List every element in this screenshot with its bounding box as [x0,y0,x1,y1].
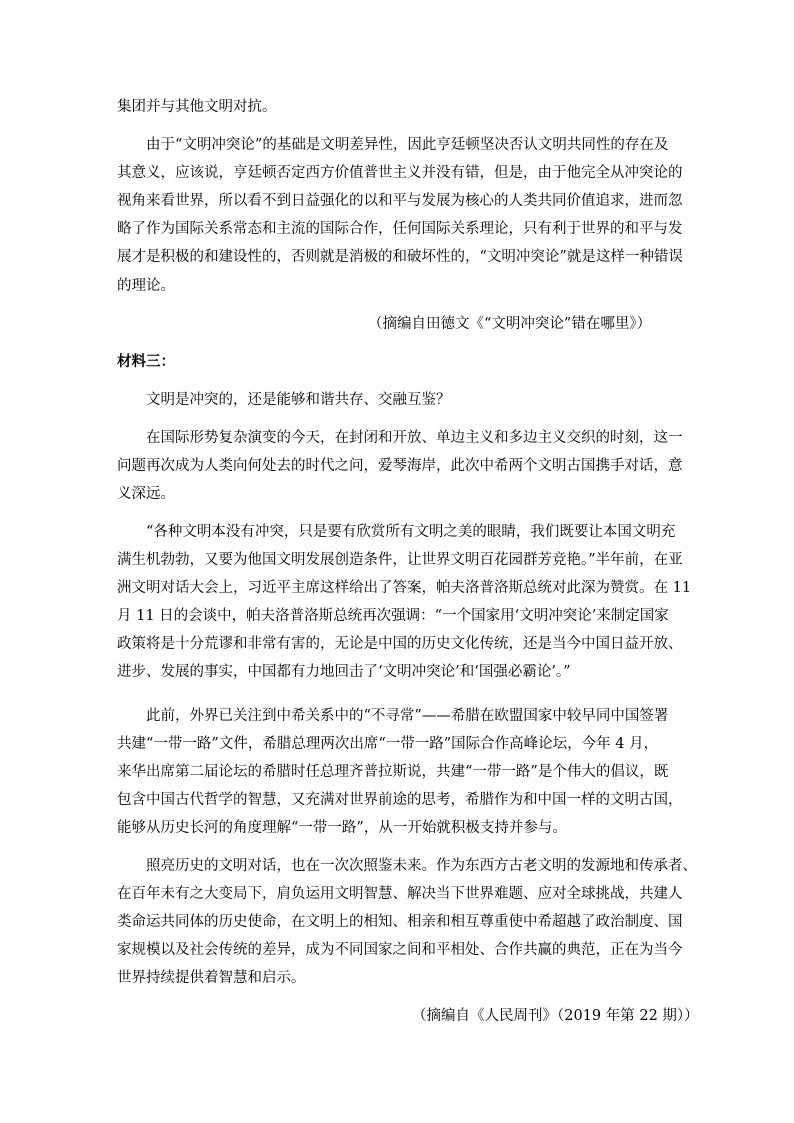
paragraph-line: 略了作为国际关系常态和主流的国际合作，任何国际关系理论，只有利于世界的和平与发 [117,221,683,237]
paragraph-line: 世界持续提供着智慧和启示。 [117,970,306,986]
paragraph-line: 类命运共同体的历史使命，在文明上的相知、相亲和相互尊重使中希超越了政治制度、国 [117,914,683,930]
section-heading: 材料三： [117,353,175,370]
paragraph-line: 展才是积极的和建设性的，否则就是消极的和破坏性的，“文明冲突论”就是这样一种错误 [117,249,683,265]
paragraph-line: 月 11 日的会谈中，帕夫洛普洛斯总统再次强调：“一个国家用‘文明冲突论’来制定国家 [117,608,669,624]
paragraph-line: “各种文明本没有冲突，只是要有欣赏所有文明之美的眼睛，我们既要让本国文明充 [146,524,676,540]
paragraph-line: 其意义，应该说，亨廷顿否定西方价值普世主义并没有错，但是，由于他完全从冲突论的 [117,165,683,181]
paragraph-line: 问题再次成为人类向何处去的时代之问，爱琴海岸，此次中希两个文明古国携手对话，意 [117,458,683,474]
source-citation: （摘编自《人民周刊》（2019 年第 22 期）） [412,1008,699,1024]
paragraph-line: 的理论。 [117,278,175,294]
paragraph-line: 来华出席第二届论坛的希腊时任总理齐普拉斯说，共建“一带一路”是个伟大的倡议，既 [117,764,669,780]
paragraph-line: 文明是冲突的，还是能够和谐共存、交融互鉴？ [146,392,451,408]
paragraph-line: 包含中国古代哲学的智慧，又充满对世界前途的思考，希腊作为和中国一样的文明古国， [117,792,683,808]
paragraph-line: 在百年未有之大变局下，肩负运用文明智慧、解决当下世界难题、应对全球挑战，共建人 [117,886,683,902]
paragraph-line: 政策将是十分荒谬和非常有害的，无论是中国的历史文化传统，还是当今中国日益开放、 [117,636,683,652]
paragraph-line: 义深远。 [117,486,175,502]
paragraph-line: 家规模以及社会传统的差异，成为不同国家之间和平相处、合作共赢的典范，正在为当今 [117,942,683,958]
paragraph-line: 洲文明对话大会上，习近平主席这样给出了答案，帕夫洛普洛斯总统对此深为赞赏。在 11 [117,580,692,596]
paragraph-line: 能够从历史长河的角度理解“一带一路”，从一开始就积极支持并参与。 [117,820,567,836]
paragraph-line: 在国际形势复杂演变的今天，在封闭和开放、单边主义和多边主义交织的时刻，这一 [146,430,683,446]
paragraph-line: 共建“一带一路”文件，希腊总理两次出席“一带一路”国际合作高峰论坛，今年 4 月， [117,736,659,752]
paragraph-line: 由于“文明冲突论”的基础是文明差异性，因此亨廷顿坚决否认文明共同性的存在及 [146,137,669,153]
paragraph-line: 照亮历史的文明对话，也在一次次照鉴未来。作为东西方古老文明的发源地和传承者、 [146,858,697,874]
source-citation: （摘编自田德文《“文明冲突论”错在哪里》） [368,316,652,332]
paragraph-line: 满生机勃勃，又要为他国文明发展创造条件，让世界文明百花园群芳竞艳。”半年前，在亚 [117,552,683,568]
paragraph-line: 此前，外界已关注到中希关系中的“不寻常”——希腊在欧盟国家中较早同中国签署 [146,708,669,724]
paragraph-line: 进步、发展的事实，中国都有力地回击了‘文明冲突论’和‘国强必霸论’。” [117,664,571,680]
paragraph-line: 集团并与其他文明对抗。 [117,99,277,115]
paragraph-line: 视角来看世界，所以看不到日益强化的以和平与发展为核心的人类共同价值追求，进而忽 [117,193,683,209]
